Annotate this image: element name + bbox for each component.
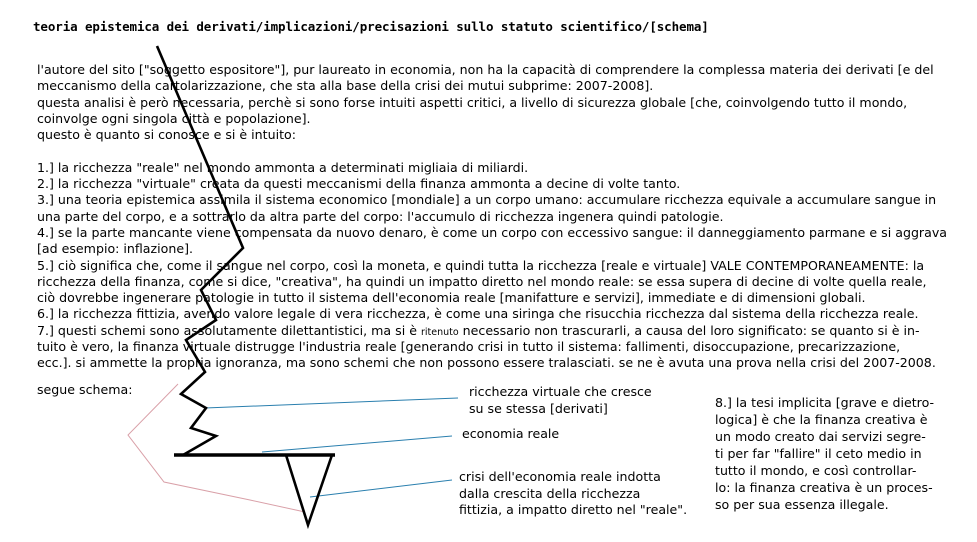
list-item-6: 6.] la ricchezza fittizia, avendo valore legale di vera ricchezza, è come una siringa che risucchia ricchezza dal sistema della ricchezza reale. (37, 306, 919, 322)
small-word: ritenuto (420, 326, 459, 338)
virtual-wealth-zigzag (157, 46, 243, 455)
list-item-7-cont: tuito è vero, la finanza virtuale distrugge l'industria reale [generando crisi in tutto il sistema: fallimenti, disoccupazione, precarizzazione, (37, 339, 901, 355)
paragraph-line: l'autore del sito ["soggetto espositore"], pur laureato in economia, non ha la capacità di comprendere la complessa materia dei derivati [e del (37, 62, 934, 77)
list-item-7-end: necessario non trascurarli, a causa del loro significato: se quanto si è in- (458, 322, 920, 338)
note-line: fittizia, a impatto diretto nel "reale". (459, 502, 688, 517)
list-item-5-cont: ricchezza della finanza, come si dice, "creativa", ha quindi un impatto diretto nel mondo reale: se essa supera di decine di volte quella reale, (37, 273, 927, 289)
list-item-2: 2.] la ricchezza "virtuale" creata da questi meccanismi della finanza ammonta a decine di volte tanto. (37, 176, 681, 192)
note-line: ti per far "fallire" il ceto medio in (715, 446, 922, 461)
list-item-5-cont: ciò dovrebbe ingenerare patologie in tutto il sistema dell'economia reale [manifatture e servizi], immediate e di dimensioni globali. (37, 290, 866, 306)
schema-label: segue schema: (37, 382, 133, 397)
list-item-4-cont: [ad esempio: inflazione]. (37, 241, 193, 257)
list-item-1: 1.] la ricchezza "reale" nel mondo ammonta a determinati migliaia di miliardi. (37, 159, 529, 175)
note-line: tutto il mondo, e così controllar- (715, 463, 917, 478)
list-item-5: 5.] ciò significa che, come il sangue nel corpo, così la moneta, e quindi tutta la ricchezza [reale e virtuale] VALE CONTEMPORANEAMENTE: la (37, 257, 925, 273)
pink-outline (128, 384, 305, 512)
list-item-4: 4.] se la parte mancante viene compensata da nuovo denaro, è come un corpo con eccessivo sangue: il danneggiamento parmane e si aggrava (37, 224, 948, 240)
note-line: logica] è che la finanza creativa è (715, 412, 928, 427)
list-item-3: 3.] una teoria epistemica assimila il sistema economico [mondiale] a un corpo umano: accumulare ricchezza equivale a accumulare sangue in (37, 192, 937, 208)
list-item-7-start: 7.] questi schemi sono assolutamente dilettantistici, ma si è (37, 322, 421, 338)
note-line: so per sua essenza illegale. (715, 497, 889, 512)
list-item-7-cont: ecc.]. si ammette la propria ignoranza, ma sono schemi che non possono essere tralasciati. se ne è avuta una prova nella crisi del 2007-2008. (37, 355, 936, 371)
note-line: lo: la finanza creativa è un proces- (715, 480, 933, 495)
note-line: ricchezza virtuale che cresce (469, 384, 652, 399)
note-line: 8.] la tesi implicita [grave e dietro- (715, 395, 935, 410)
paragraph-line: coinvolge ogni singola città e popolazione]. (37, 110, 311, 126)
pointer-line-crisis (310, 480, 452, 497)
list-item-3-cont: una parte del corpo, e a sottrarlo da altra parte del corpo: l'accumulo di ricchezza ingenera quindi patologie. (37, 208, 724, 224)
note-line: un modo creato dai servizi segre- (715, 429, 926, 444)
document-title: teoria epistemica dei derivati/implicazioni/precisazioni sullo statuto scientifico/[schema] (33, 19, 709, 34)
paragraph-line: questo è quanto si conosce e si è intuito: (37, 127, 296, 143)
paragraph-line: meccanismo della cartolarizzazione, che sta alla base della crisi dei mutui subprime: 2007-2008]. (37, 78, 654, 94)
note-line: dalla crescita della ricchezza (459, 485, 641, 501)
paragraph-line: questa analisi è però necessaria, perchè si sono forse intuiti aspetti critici, a livello di sicurezza globale [che, coinvolgendo tutto il mondo, (37, 94, 908, 110)
note-line: crisi dell'economia reale indotta (459, 469, 661, 484)
pointer-line-real (262, 436, 452, 452)
note-line: economia reale (462, 426, 560, 441)
crisis-triangle (286, 455, 332, 525)
note-line: su se stessa [derivati] (469, 400, 608, 416)
pointer-line-virtual (205, 398, 458, 408)
